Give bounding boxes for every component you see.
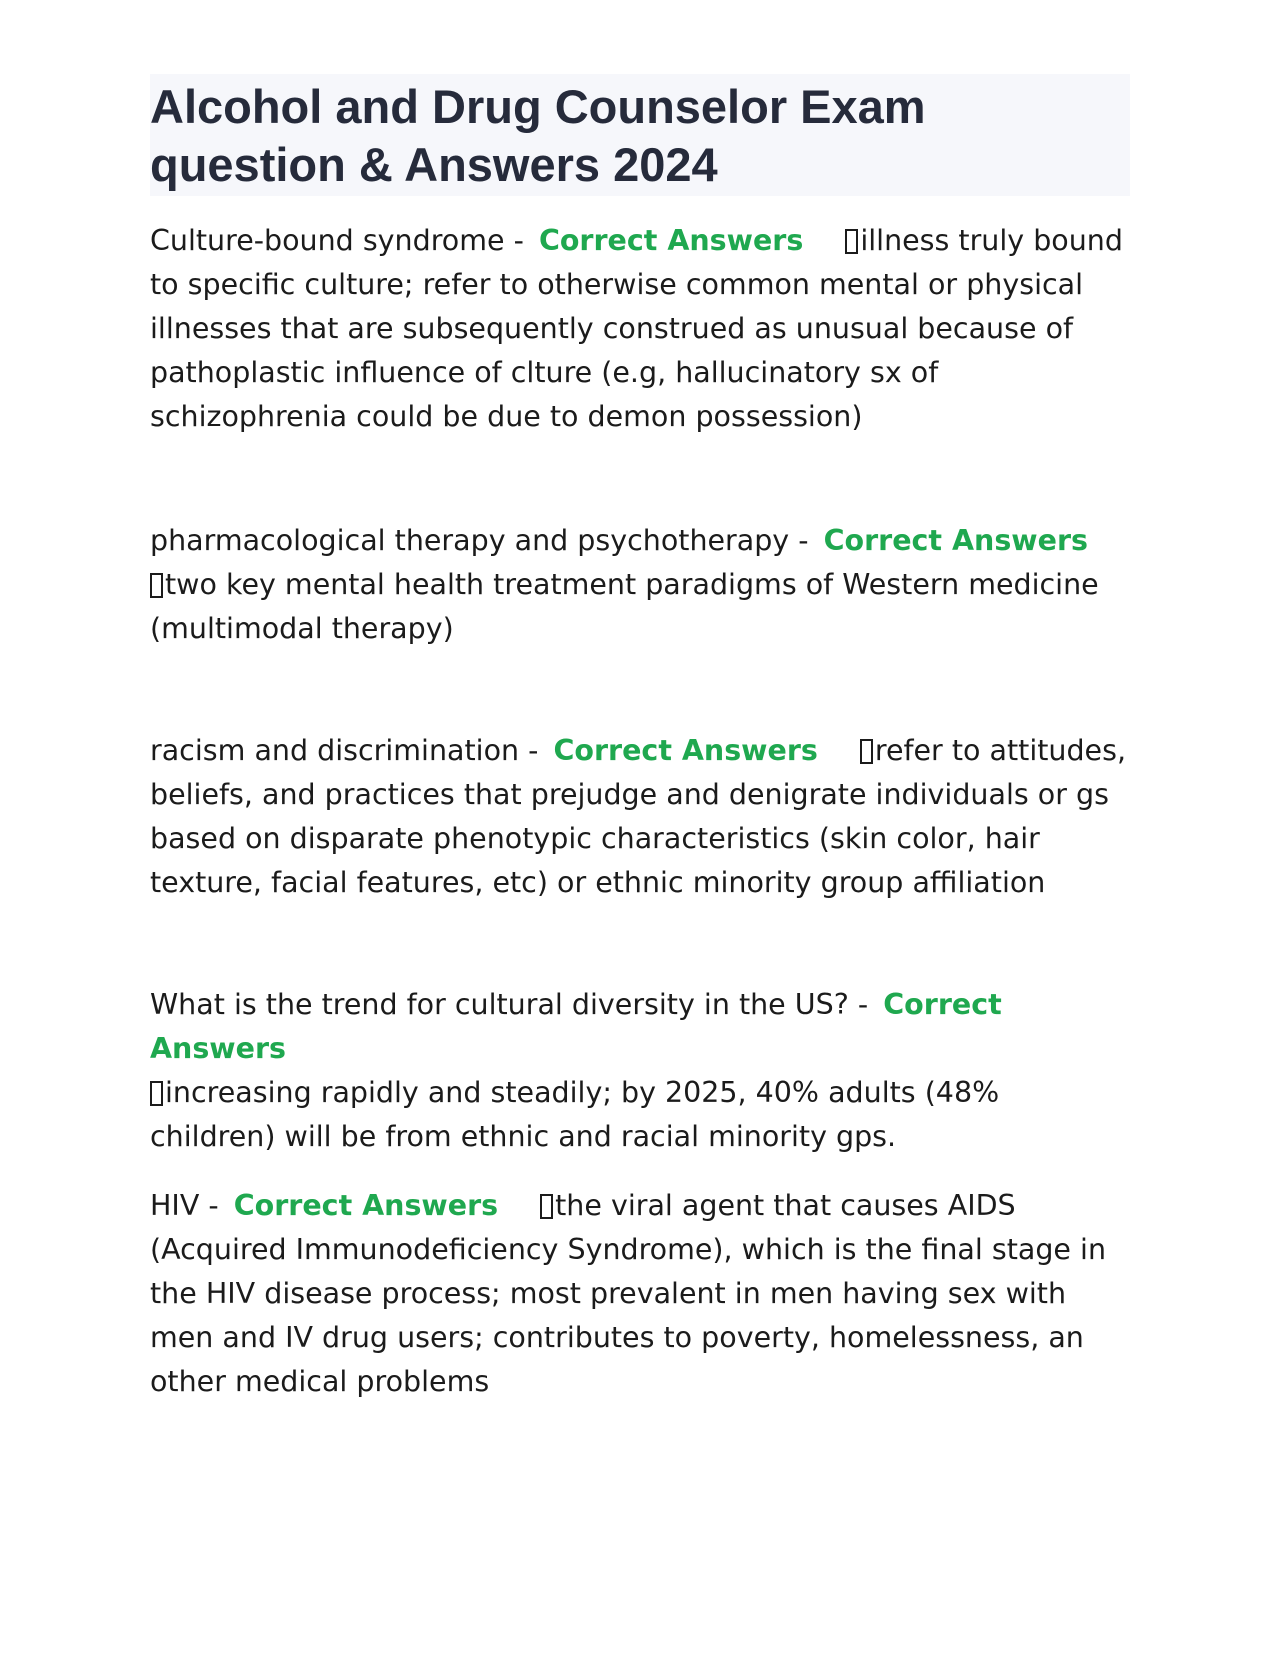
page-title: Alcohol and Drug Counselor Exam question & Answers 2024 xyxy=(150,80,926,191)
missing-glyph-icon xyxy=(860,739,873,764)
answer-text: illness truly bound to specific culture; refer to otherwise common mental or physical illnesses that are subsequently construed as unusual because of pathoplastic influence of clture (e.g, hallucinatory sx of schizophrenia could be due to demon possession) xyxy=(150,224,1123,433)
question-term: racism and discrimination - xyxy=(150,734,548,767)
correct-answers-label: Correct Answers xyxy=(538,224,804,257)
answer-text: refer to attitudes, beliefs, and practices that prejudge and denigrate individuals or gs based on disparate phenotypic characteristics (skin color, hair texture, facial features, etc) or ethnic minority group affiliation xyxy=(150,734,1127,899)
question-term: HIV - xyxy=(150,1189,228,1222)
correct-answers-label: Correct Answers xyxy=(553,734,818,767)
qa-item xyxy=(150,983,1130,1159)
qa-item xyxy=(150,519,1130,651)
question-term: pharmacological therapy and psychotherapy - xyxy=(150,524,818,557)
correct-answers-label: Correct Answers xyxy=(823,524,1088,557)
missing-glyph-icon xyxy=(150,573,163,598)
missing-glyph-icon xyxy=(150,1081,163,1106)
answer-text: increasing rapidly and steadily; by 2025, 40% adults (48% children) will be from ethnic and racial minority gps. xyxy=(150,1076,1000,1153)
answer-text: two key mental health treatment paradigms of Western medicine (multimodal therapy) xyxy=(150,568,1099,645)
missing-glyph-icon xyxy=(540,1194,553,1219)
question-term: Culture-bound syndrome - xyxy=(150,224,533,257)
document-page xyxy=(150,74,1130,1398)
qa-item xyxy=(150,219,1130,439)
correct-answers-label: Correct Answers xyxy=(233,1189,499,1222)
qa-item xyxy=(150,1184,1130,1404)
answer-text: the viral agent that causes AIDS (Acquired Immunodeficiency Syndrome), which is the final stage in the HIV disease process; most prevalent in men having sex with men and IV drug users; contributes to poverty, homelessness, an other medical problems xyxy=(150,1189,1107,1398)
question-term: What is the trend for cultural diversity in the US? - xyxy=(150,988,878,1021)
missing-glyph-icon xyxy=(845,229,858,254)
title-block xyxy=(150,74,1130,196)
qa-item xyxy=(150,729,1130,905)
correct-answers-label: Correct Answers xyxy=(150,988,1002,1065)
